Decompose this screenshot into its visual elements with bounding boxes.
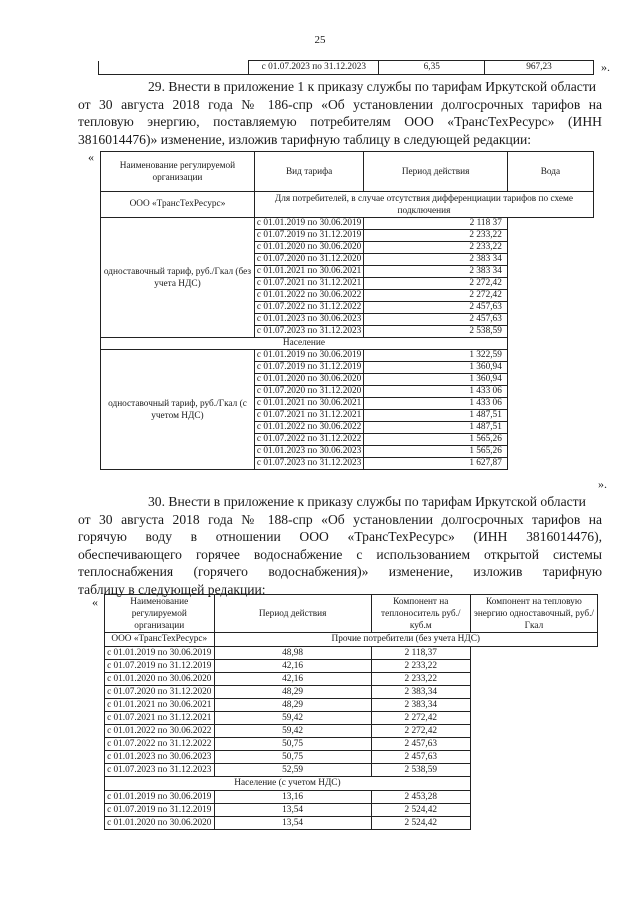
table-row — [105, 712, 598, 725]
carrier-value-cell: 13,54 — [214, 817, 371, 830]
carrier-value-cell: 48,98 — [214, 647, 371, 660]
energy-value-cell: 2 457,63 — [371, 751, 470, 764]
carrier-value-cell: 50,75 — [214, 738, 371, 751]
carrier-value-cell: 48,29 — [214, 699, 371, 712]
water-value-cell: 2 233,22 — [364, 242, 508, 254]
energy-value-cell: 2 272,42 — [371, 725, 470, 738]
energy-value-cell: 2 272,42 — [371, 712, 470, 725]
water-value-cell: 2 538,59 — [364, 326, 508, 338]
water-value-cell: 2 457,63 — [364, 314, 508, 326]
tariff-table-heat — [100, 151, 594, 470]
period-cell: с 01.07.2019 по 31.12.2019 — [105, 660, 215, 673]
period-cell: с 01.01.2023 по 30.06.2023 — [254, 314, 363, 326]
t2-rows-1 — [105, 647, 598, 777]
t1-org-name: ООО «ТрансТехРесурс» — [101, 192, 255, 218]
t2-header-carrier: Компонент на теплоноситель руб./куб.м — [371, 595, 470, 633]
energy-value-cell: 2 538,59 — [371, 764, 470, 777]
water-value-cell: 1 487,51 — [364, 422, 508, 434]
water-value-cell: 1 487,51 — [364, 410, 508, 422]
table-row — [101, 350, 594, 362]
period-cell: с 01.01.2021 по 30.06.2021 — [254, 266, 363, 278]
carrier-value-cell: 59,42 — [214, 725, 371, 738]
cont-close-quote: ». — [601, 60, 610, 74]
table-row — [105, 647, 598, 660]
carrier-value-cell: 13,54 — [214, 804, 371, 817]
period-cell: с 01.07.2022 по 31.12.2022 — [105, 738, 215, 751]
period-cell: с 01.01.2023 по 30.06.2023 — [105, 751, 215, 764]
period-cell: с 01.01.2023 по 30.06.2023 — [254, 446, 363, 458]
period-cell: с 01.07.2020 по 31.12.2020 — [105, 686, 215, 699]
table-row — [101, 218, 594, 230]
p29-line: 29. Внести в приложение 1 к приказу службы по тарифам Иркутской области — [148, 79, 597, 94]
cont-period: с 01.07.2023 по 31.12.2023 — [249, 61, 379, 75]
t2-open-quote: « — [92, 595, 98, 609]
period-cell: с 01.01.2021 по 30.06.2021 — [254, 398, 363, 410]
table-row — [105, 764, 598, 777]
p30-line: таблицу в следующей редакции: — [78, 581, 266, 597]
period-cell: с 01.01.2020 по 30.06.2020 — [105, 673, 215, 686]
period-cell: с 01.07.2023 по 31.12.2023 — [254, 326, 363, 338]
table-row — [105, 673, 598, 686]
table-row — [105, 751, 598, 764]
energy-value-cell: 2 118,37 — [371, 647, 470, 660]
period-cell: с 01.01.2019 по 30.06.2019 — [105, 647, 215, 660]
p30-line: обеспечивающего горячее водоснабжение с использованием открытой системы — [78, 546, 602, 562]
t2-header-period: Период действия — [214, 595, 371, 633]
paragraph-29 — [78, 78, 602, 148]
energy-value-cell: 2 524,42 — [371, 804, 470, 817]
energy-value-cell: 2 524,42 — [371, 817, 470, 830]
p30-line: теплоснабжения (горячего водоснабжения)» изменение, изложив тарифную — [78, 564, 602, 580]
p30-line: 30. Внести в приложение к приказу службы по тарифам Иркутской области — [148, 494, 586, 509]
water-value-cell: 2 383 34 — [364, 254, 508, 266]
t1-section-1: Для потребителей, в случае отсутствия дифференциации тарифов по схеме подключения — [254, 192, 593, 218]
period-cell: с 01.01.2022 по 30.06.2022 — [254, 290, 363, 302]
table-row — [105, 791, 598, 804]
carrier-value-cell: 52,59 — [214, 764, 371, 777]
energy-value-cell: 2 233,22 — [371, 660, 470, 673]
cont-value-a: 6,35 — [379, 61, 485, 75]
water-value-cell: 1 322,59 — [364, 350, 508, 362]
table-row — [105, 725, 598, 738]
t1-tariff-type: одноставочный тариф, руб./Гкал (без учета НДС) — [101, 218, 255, 338]
table-row — [105, 660, 598, 673]
period-cell: с 01.07.2020 по 31.12.2020 — [254, 254, 363, 266]
energy-value-cell: 2 453,28 — [371, 791, 470, 804]
carrier-value-cell: 48,29 — [214, 686, 371, 699]
period-cell: с 01.01.2019 по 30.06.2019 — [254, 350, 363, 362]
table-row — [105, 738, 598, 751]
water-value-cell: 2 233,22 — [364, 230, 508, 242]
period-cell: с 01.01.2022 по 30.06.2022 — [254, 422, 363, 434]
period-cell: с 01.01.2019 по 30.06.2019 — [105, 791, 215, 804]
period-cell: с 01.07.2021 по 31.12.2021 — [254, 410, 363, 422]
t2-rows-2 — [105, 791, 598, 830]
p29-line: тепловую энергию, поставляемую потребителям ООО «ТрансТехРесурс» (ИНН — [78, 114, 602, 130]
energy-value-cell: 2 383,34 — [371, 686, 470, 699]
table-row — [105, 804, 598, 817]
period-cell: с 01.07.2023 по 31.12.2023 — [105, 764, 215, 777]
period-cell: с 01.07.2020 по 31.12.2020 — [254, 386, 363, 398]
t1-header-water: Вода — [507, 152, 593, 192]
carrier-value-cell: 42,16 — [214, 660, 371, 673]
t2-org-name: ООО «ТрансТехРесурс» — [105, 633, 215, 647]
water-value-cell: 2 272,42 — [364, 278, 508, 290]
t1-open-quote: « — [88, 150, 94, 164]
page-number: 25 — [314, 34, 326, 46]
period-cell: с 01.07.2022 по 31.12.2022 — [254, 434, 363, 446]
t1-header-period: Период действия — [364, 152, 508, 192]
water-value-cell: 2 457,63 — [364, 302, 508, 314]
p29-line: 3816014476)» изменение, изложив тарифную таблицу в следующей редакции: — [78, 131, 532, 147]
water-value-cell: 2 272,42 — [364, 290, 508, 302]
tariff-table-hot-water — [104, 594, 598, 830]
t1-rows-2 — [101, 350, 594, 470]
water-value-cell: 1 627,87 — [364, 458, 508, 470]
period-cell: с 01.01.2020 по 30.06.2020 — [105, 817, 215, 830]
period-cell: с 01.01.2020 по 30.06.2020 — [254, 242, 363, 254]
carrier-value-cell: 59,42 — [214, 712, 371, 725]
p29-line: от 30 августа 2018 года № 186-спр «Об установлении долгосрочных тарифов на — [78, 96, 602, 112]
table-row — [105, 699, 598, 712]
water-value-cell: 1 360,94 — [364, 362, 508, 374]
period-cell: с 01.07.2019 по 31.12.2019 — [105, 804, 215, 817]
carrier-value-cell: 42,16 — [214, 673, 371, 686]
water-value-cell: 1 565,26 — [364, 434, 508, 446]
paragraph-30 — [78, 493, 602, 599]
water-value-cell: 1 433 06 — [364, 386, 508, 398]
t1-header-type: Вид тарифа — [254, 152, 363, 192]
period-cell: с 01.01.2022 по 30.06.2022 — [105, 725, 215, 738]
water-value-cell: 2 118 37 — [364, 218, 508, 230]
t2-header-energy: Компонент на тепловую энергию одноставочный, руб./Гкал — [470, 595, 597, 633]
water-value-cell: 1 565,26 — [364, 446, 508, 458]
t1-header-org: Наименование регулируемой организации — [101, 152, 255, 192]
t2-header-org: Наименование регулируемой организации — [105, 595, 215, 633]
period-cell: с 01.07.2021 по 31.12.2021 — [254, 278, 363, 290]
period-cell: с 01.07.2021 по 31.12.2021 — [105, 712, 215, 725]
period-cell: с 01.07.2019 по 31.12.2019 — [254, 230, 363, 242]
continuation-table — [98, 60, 594, 75]
energy-value-cell: 2 383,34 — [371, 699, 470, 712]
table-row — [105, 817, 598, 830]
table-row — [105, 686, 598, 699]
t2-section-2: Население (с учетом НДС) — [105, 777, 471, 791]
t1-rows-1 — [101, 218, 594, 338]
p30-line: от 30 августа 2018 года № 188-спр «Об установлении долгосрочных тарифов на — [78, 511, 602, 527]
t1-section-2: Население — [101, 338, 508, 350]
period-cell: с 01.07.2023 по 31.12.2023 — [254, 458, 363, 470]
carrier-value-cell: 50,75 — [214, 751, 371, 764]
cont-value-b: 967,23 — [485, 61, 594, 75]
p30-line: горячую воду в отношении ООО «ТрансТехРесурс» (ИНН 3816014476), — [78, 529, 602, 545]
period-cell: с 01.01.2020 по 30.06.2020 — [254, 374, 363, 386]
water-value-cell: 2 383 34 — [364, 266, 508, 278]
period-cell: с 01.01.2021 по 30.06.2021 — [105, 699, 215, 712]
energy-value-cell: 2 233,22 — [371, 673, 470, 686]
t1-close-quote: ». — [598, 477, 607, 491]
period-cell: с 01.07.2022 по 31.12.2022 — [254, 302, 363, 314]
period-cell: с 01.01.2019 по 30.06.2019 — [254, 218, 363, 230]
t2-section-1: Прочие потребители (без учета НДС) — [214, 633, 597, 647]
energy-value-cell: 2 457,63 — [371, 738, 470, 751]
period-cell: с 01.07.2019 по 31.12.2019 — [254, 362, 363, 374]
t1-tariff-type: одноставочный тариф, руб./Гкал (с учетом НДС) — [101, 350, 255, 470]
carrier-value-cell: 13,16 — [214, 791, 371, 804]
water-value-cell: 1 433 06 — [364, 398, 508, 410]
water-value-cell: 1 360,94 — [364, 374, 508, 386]
